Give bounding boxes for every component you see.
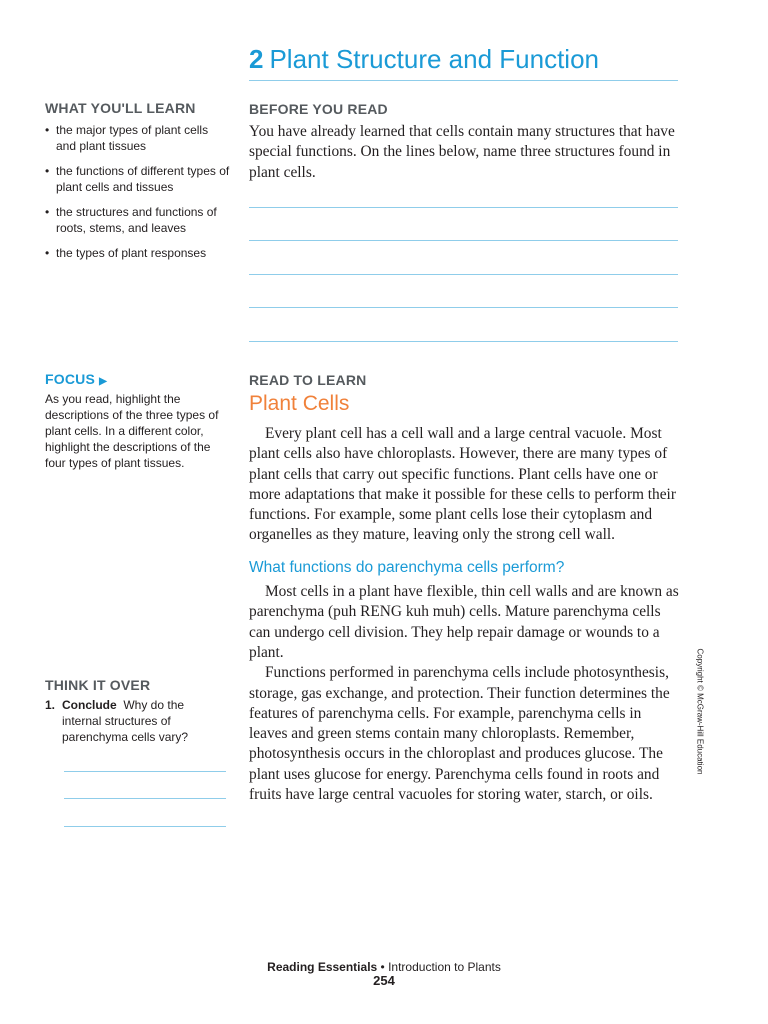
learn-item: • the types of plant responses [45, 245, 230, 261]
think-it-over-heading: THINK IT OVER [45, 677, 151, 693]
chapter-title [249, 44, 678, 81]
chapter-title-text: Plant Structure and Function [269, 44, 599, 74]
learn-item: • the functions of different types of plant cells and tissues [45, 163, 230, 195]
focus-box [45, 371, 230, 471]
main-text [249, 424, 679, 805]
focus-heading [45, 371, 230, 390]
answer-line[interactable] [249, 274, 678, 275]
what-youll-learn-box [45, 100, 230, 270]
chapter-number: 2 [249, 44, 264, 74]
think-question [45, 697, 212, 745]
footer-book: Reading Essentials [267, 960, 378, 974]
answer-line[interactable] [249, 240, 678, 241]
question-heading: What functions do parenchyma cells perform? [249, 558, 565, 576]
before-you-read-text: You have already learned that cells contain many structures that have special functions. On the lines below, name three structures found in plant cells. [249, 123, 675, 181]
paragraph: Most cells in a plant have flexible, thin cell walls and are known as parenchyma (puh RENG kuh muh) cells. Mature parenchyma cells can undergo cell division. They help repair damage or wounds to a plant. [249, 583, 679, 661]
focus-text: As you read, highlight the descriptions of the three types of plant cells. In a different color, highlight the descriptions of the four types of plant tissues. [45, 392, 219, 470]
footer-separator: • [380, 960, 385, 974]
answer-line[interactable] [249, 341, 678, 342]
paragraph: Functions performed in parenchyma cells include photosynthesis, storage, gas exchange, and protection. Their function determines the features of parenchyma cells. For example, parenchyma cells in leaves and green stems contain many chloroplasts. Remember, photosynthesis occurs in the chloroplast and produces glucose. The plant uses glucose for energy. Parenchyma cells found in roots and fruits have large central vacuoles for storing water, starch, or oils. [249, 664, 670, 804]
footer-chapter: Introduction to Plants [388, 960, 501, 974]
think-it-over-box [45, 677, 230, 745]
before-you-read-heading: BEFORE YOU READ [249, 101, 388, 117]
answer-line[interactable] [64, 771, 226, 772]
section-title: Plant Cells [249, 392, 350, 415]
page-number: 254 [373, 973, 395, 988]
paragraph: Every plant cell has a cell wall and a large central vacuole. Most plant cells also have chloroplasts. However, there are many types of plant cells that carry out specific functions. Plant cells have one or more adaptations that make it possible for these cells to perform their functions. For example, some plant cells lose their cytoplasm and organelles as they mature, leaving only the strong cell wall. [249, 425, 676, 544]
page-footer [0, 960, 768, 988]
answer-line[interactable] [249, 207, 678, 208]
answer-line[interactable] [64, 798, 226, 799]
read-to-learn-heading: READ TO LEARN [249, 372, 367, 388]
focus-heading-text: FOCUS [45, 371, 95, 387]
answer-line[interactable] [64, 826, 226, 827]
what-youll-learn-heading: WHAT YOU'LL LEARN [45, 100, 196, 116]
question-text: Why do the internal structures of parenchyma cells vary? [62, 698, 189, 744]
learn-list [45, 122, 230, 261]
play-arrow-icon: ▶ [99, 376, 107, 387]
learn-item: • the major types of plant cells and plant tissues [45, 122, 230, 154]
copyright-notice: Copyright © McGraw-Hill Education [695, 648, 705, 775]
learn-item: • the structures and functions of roots, stems, and leaves [45, 204, 230, 236]
answer-line[interactable] [249, 307, 678, 308]
question-number: 1. [45, 698, 56, 712]
question-label: Conclude [62, 698, 117, 712]
